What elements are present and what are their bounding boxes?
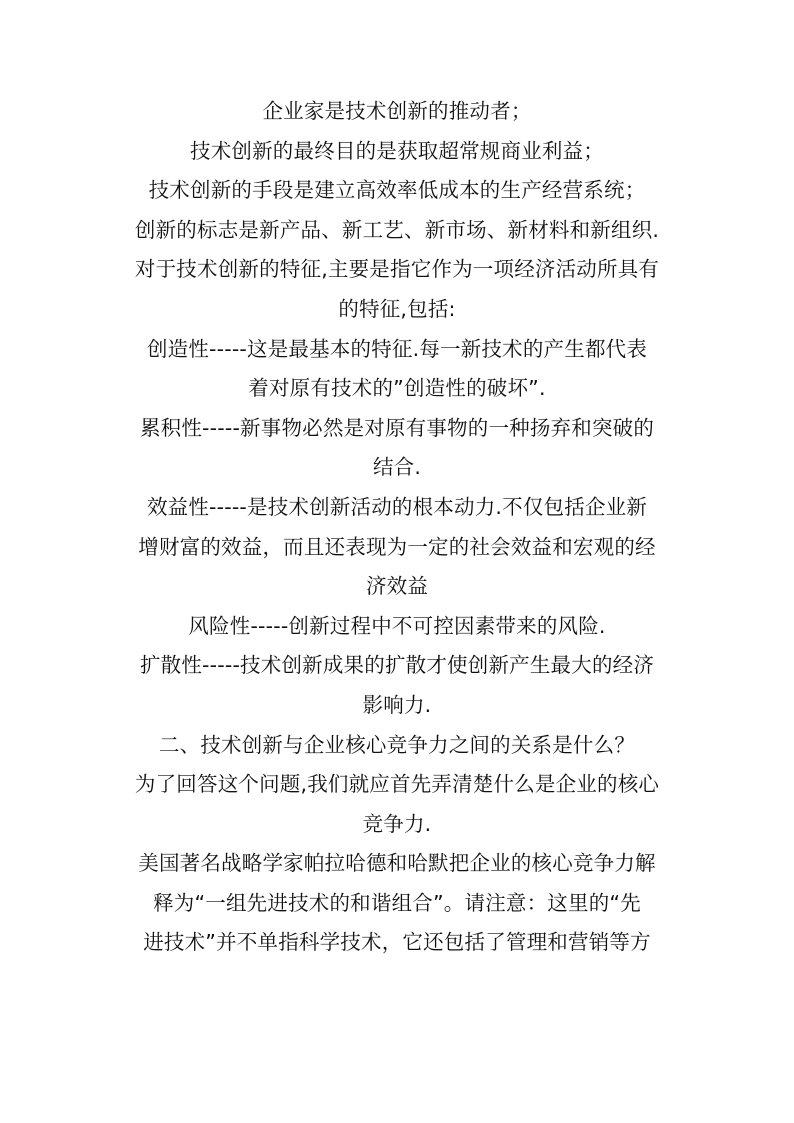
text-line: 技术创新的最终目的是获取超常规商业利益； <box>190 138 604 163</box>
text-line: 美国著名战略学家帕拉哈德和哈默把企业的核心竞争力解 <box>138 851 656 876</box>
text-line: 释为“一组先进技术的和谐组合”。请注意：这里的“先 <box>153 890 641 915</box>
text-line: 风险性-----创新过程中不可控因素带来的风险. <box>188 613 606 638</box>
text-line: 竞争力. <box>362 811 432 836</box>
text-line: 创造性-----这是最基本的特征.每一新技术的产生都代表 <box>146 336 648 361</box>
text-line: 效益性-----是技术创新活动的根本动力.不仅包括企业新 <box>146 494 648 519</box>
text-line: 累积性-----新事物必然是对原有事物的一种扬弃和突破的 <box>139 415 655 440</box>
text-line: 的特征,包括: <box>338 296 456 321</box>
text-line: 为了回答这个问题,我们就应首先弄清楚什么是企业的核心 <box>134 772 660 797</box>
text-line: 对于技术创新的特征,主要是指它作为一项经济活动所具有 <box>134 257 660 282</box>
text-line: 济效益 <box>365 574 429 599</box>
text-line: 创新的标志是新产品、新工艺、新市场、新材料和新组织. <box>134 217 660 242</box>
text-line: 着对原有技术的”创造性的破坏”. <box>248 376 546 401</box>
text-line: 扩散性-----技术创新成果的扩散才使创新产生最大的经济 <box>139 653 655 678</box>
text-line: 企业家是技术创新的推动者； <box>262 99 532 123</box>
text-line: 影响力. <box>362 692 432 717</box>
text-line: 进技术”并不单指科学技术，它还包括了管理和营销等方 <box>143 930 651 955</box>
text-line: 技术创新的手段是建立高效率低成本的生产经营系统； <box>148 178 646 203</box>
text-line: 增财富的效益，而且还表现为一定的社会效益和宏观的经 <box>138 534 656 559</box>
text-line: 二、技术创新与企业核心竞争力之间的关系是什么？ <box>158 732 636 757</box>
text-line: 结合. <box>372 455 422 480</box>
document-body <box>120 92 674 963</box>
